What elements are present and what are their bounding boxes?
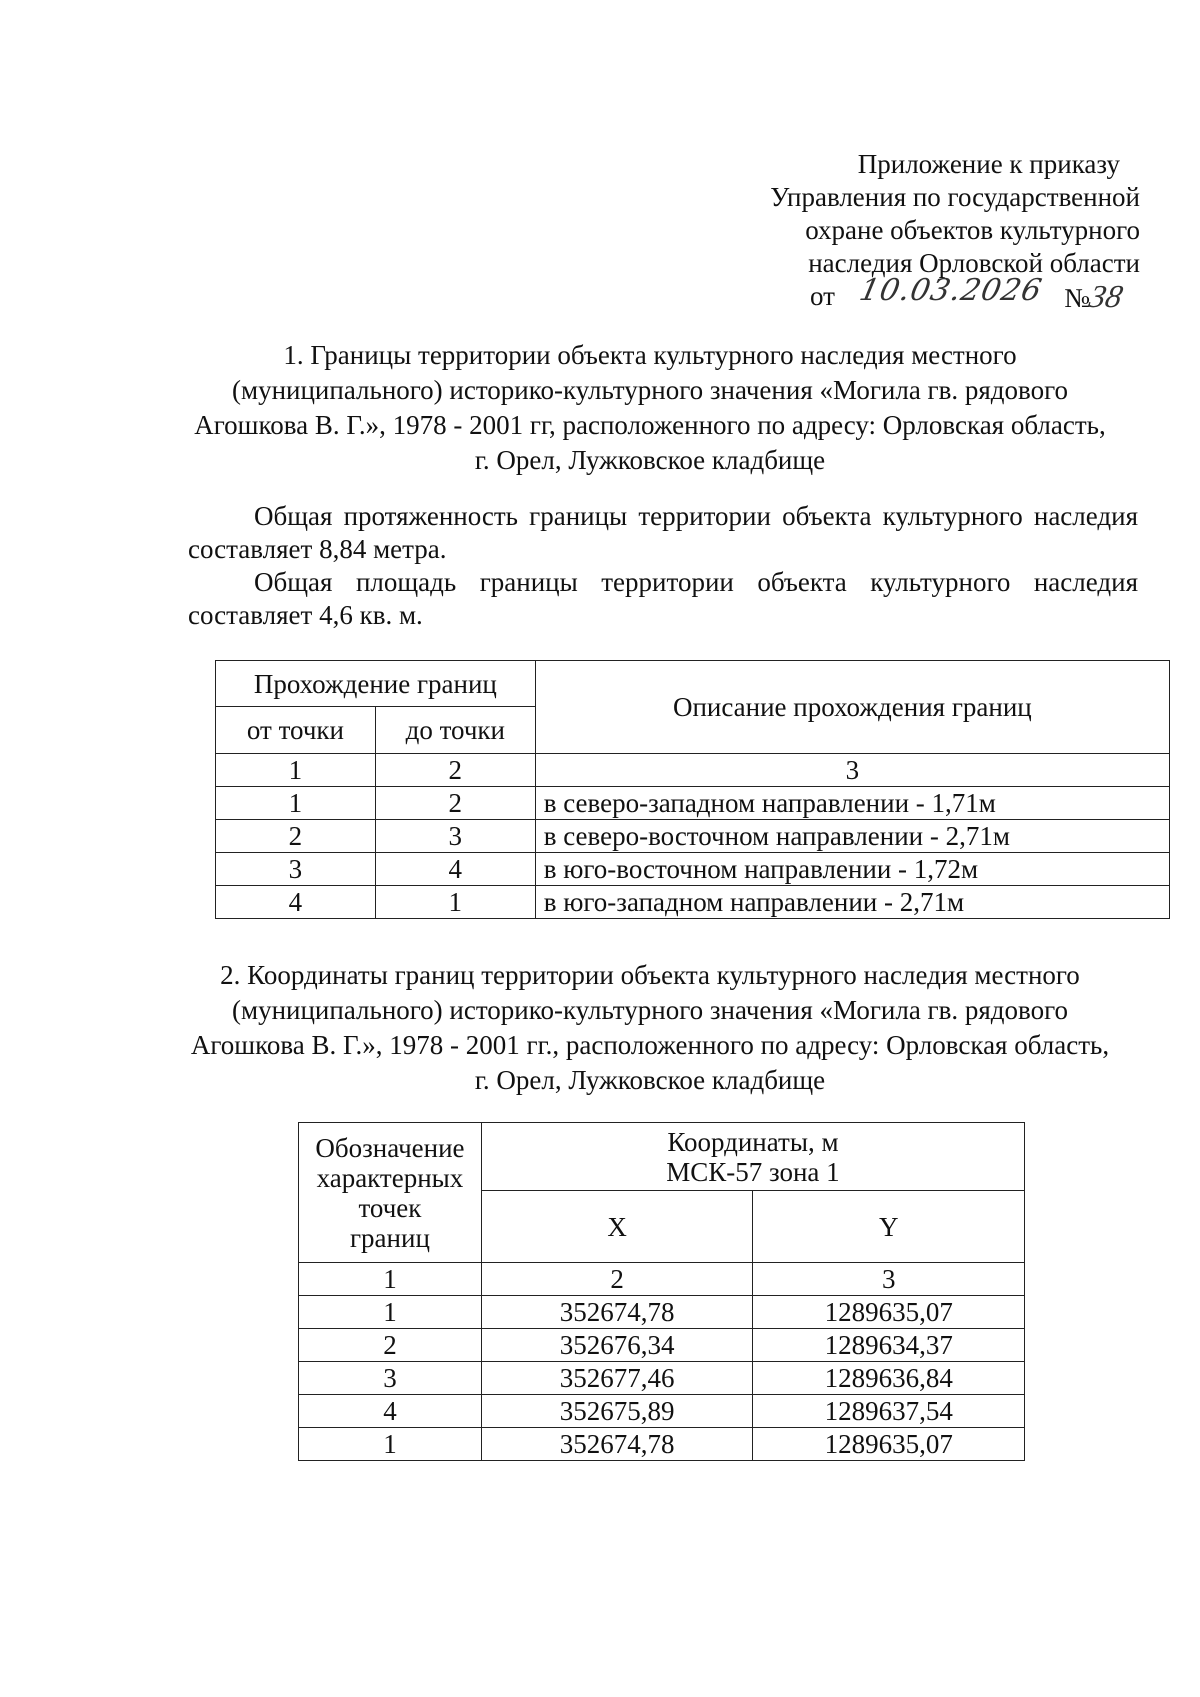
point-cell: 2 <box>299 1329 482 1362</box>
header-text: МСК-57 зона 1 <box>666 1156 840 1187</box>
section-2-title-line: г. Орел, Лужковское кладбище <box>474 1065 826 1095</box>
handwritten-number: 38 <box>1086 278 1126 314</box>
column-number: 1 <box>299 1263 482 1296</box>
to-point-cell: 3 <box>375 820 535 853</box>
from-point-cell: 1 <box>216 787 376 820</box>
header-text: точек <box>358 1192 422 1223</box>
table-row <box>299 1362 1025 1395</box>
header-line-1: Приложение к приказу <box>857 149 1120 179</box>
header-x: X <box>481 1191 753 1263</box>
section-1-title-line: Агошкова В. Г.», 1978 - 2001 гг, расположенного по адресу: Орловская область, <box>194 410 1106 440</box>
section-1-title-line: (муниципального) историко-культурного значения «Могила гв. рядового <box>232 375 1068 405</box>
x-cell: 352675,89 <box>481 1395 753 1428</box>
y-cell: 1289636,84 <box>753 1362 1025 1395</box>
to-point-cell: 1 <box>375 886 535 919</box>
x-cell: 352676,34 <box>481 1329 753 1362</box>
boundary-area-text: Общая площадь границы территории объекта культурного наследия составляет 4,6 кв. м. <box>188 567 1138 630</box>
order-number <box>1064 278 1126 315</box>
header-text: Координаты, м <box>667 1126 839 1157</box>
point-cell: 1 <box>299 1296 482 1329</box>
to-point-cell: 2 <box>375 787 535 820</box>
header-text: характерных <box>316 1162 464 1193</box>
table-row <box>216 820 1170 853</box>
section-1-title-line: г. Орел, Лужковское кладбище <box>474 445 826 475</box>
table-row <box>299 1329 1025 1362</box>
coordinates-table <box>298 1122 1025 1461</box>
header-line-3: охране объектов культурного <box>805 215 1140 245</box>
section-2-title <box>160 958 1140 1098</box>
header-line-4: наследия Орловской области <box>808 248 1140 278</box>
header-date-line <box>660 273 1140 316</box>
column-number: 3 <box>535 754 1169 787</box>
from-point-cell: 2 <box>216 820 376 853</box>
point-cell: 3 <box>299 1362 482 1395</box>
y-cell: 1289635,07 <box>753 1296 1025 1329</box>
number-sign: № <box>1064 283 1090 313</box>
handwritten-date: 10.03.2026 <box>856 273 1046 308</box>
header-line-2: Управления по государственной <box>770 182 1140 212</box>
header-from-point: от точки <box>216 707 376 754</box>
section-2-title-line: Агошкова В. Г.», 1978 - 2001 гг., расположенного по адресу: Орловская область, <box>190 1030 1110 1060</box>
point-cell: 4 <box>299 1395 482 1428</box>
x-cell: 352677,46 <box>481 1362 753 1395</box>
header-boundary-description: Описание прохождения границ <box>535 661 1169 754</box>
y-cell: 1289634,37 <box>753 1329 1025 1362</box>
date-prefix: от <box>810 281 835 311</box>
from-point-cell: 3 <box>216 853 376 886</box>
section-1-title-line: 1. Границы территории объекта культурного наследия местного <box>283 340 1017 370</box>
boundary-description-table <box>215 660 1170 919</box>
point-cell: 1 <box>299 1428 482 1461</box>
header-y: Y <box>753 1191 1025 1263</box>
boundary-area-paragraph <box>188 566 1138 632</box>
table-row <box>299 1395 1025 1428</box>
description-cell: в северо-восточном направлении - 2,71м <box>535 820 1169 853</box>
description-cell: в юго-восточном направлении - 1,72м <box>535 853 1169 886</box>
table-row <box>216 853 1170 886</box>
from-point-cell: 4 <box>216 886 376 919</box>
header-coordinates <box>481 1123 1024 1191</box>
header-text: границ <box>349 1222 430 1253</box>
document-header <box>660 148 1140 316</box>
header-point-designation <box>299 1123 482 1263</box>
boundary-length-paragraph <box>188 500 1138 566</box>
header-to-point: до точки <box>375 707 535 754</box>
y-cell: 1289637,54 <box>753 1395 1025 1428</box>
column-number: 3 <box>753 1263 1025 1296</box>
table-row <box>216 787 1170 820</box>
table-row <box>216 886 1170 919</box>
boundary-length-text: Общая протяженность границы территории объекта культурного наследия составляет 8,84 метра. <box>188 501 1138 564</box>
description-cell: в юго-западном направлении - 2,71м <box>535 886 1169 919</box>
y-cell: 1289635,07 <box>753 1428 1025 1461</box>
column-number: 1 <box>216 754 376 787</box>
header-text: Обозначение <box>315 1132 465 1163</box>
to-point-cell: 4 <box>375 853 535 886</box>
x-cell: 352674,78 <box>481 1428 753 1461</box>
section-2-title-line: 2. Координаты границ территории объекта культурного наследия местного <box>220 960 1080 990</box>
table-row <box>299 1296 1025 1329</box>
table-row <box>299 1428 1025 1461</box>
header-boundary-passage: Прохождение границ <box>216 661 536 707</box>
description-cell: в северо-западном направлении - 1,71м <box>535 787 1169 820</box>
section-1-title <box>160 338 1140 478</box>
column-number: 2 <box>481 1263 753 1296</box>
x-cell: 352674,78 <box>481 1296 753 1329</box>
column-number: 2 <box>375 754 535 787</box>
section-2-title-line: (муниципального) историко-культурного значения «Могила гв. рядового <box>232 995 1068 1025</box>
